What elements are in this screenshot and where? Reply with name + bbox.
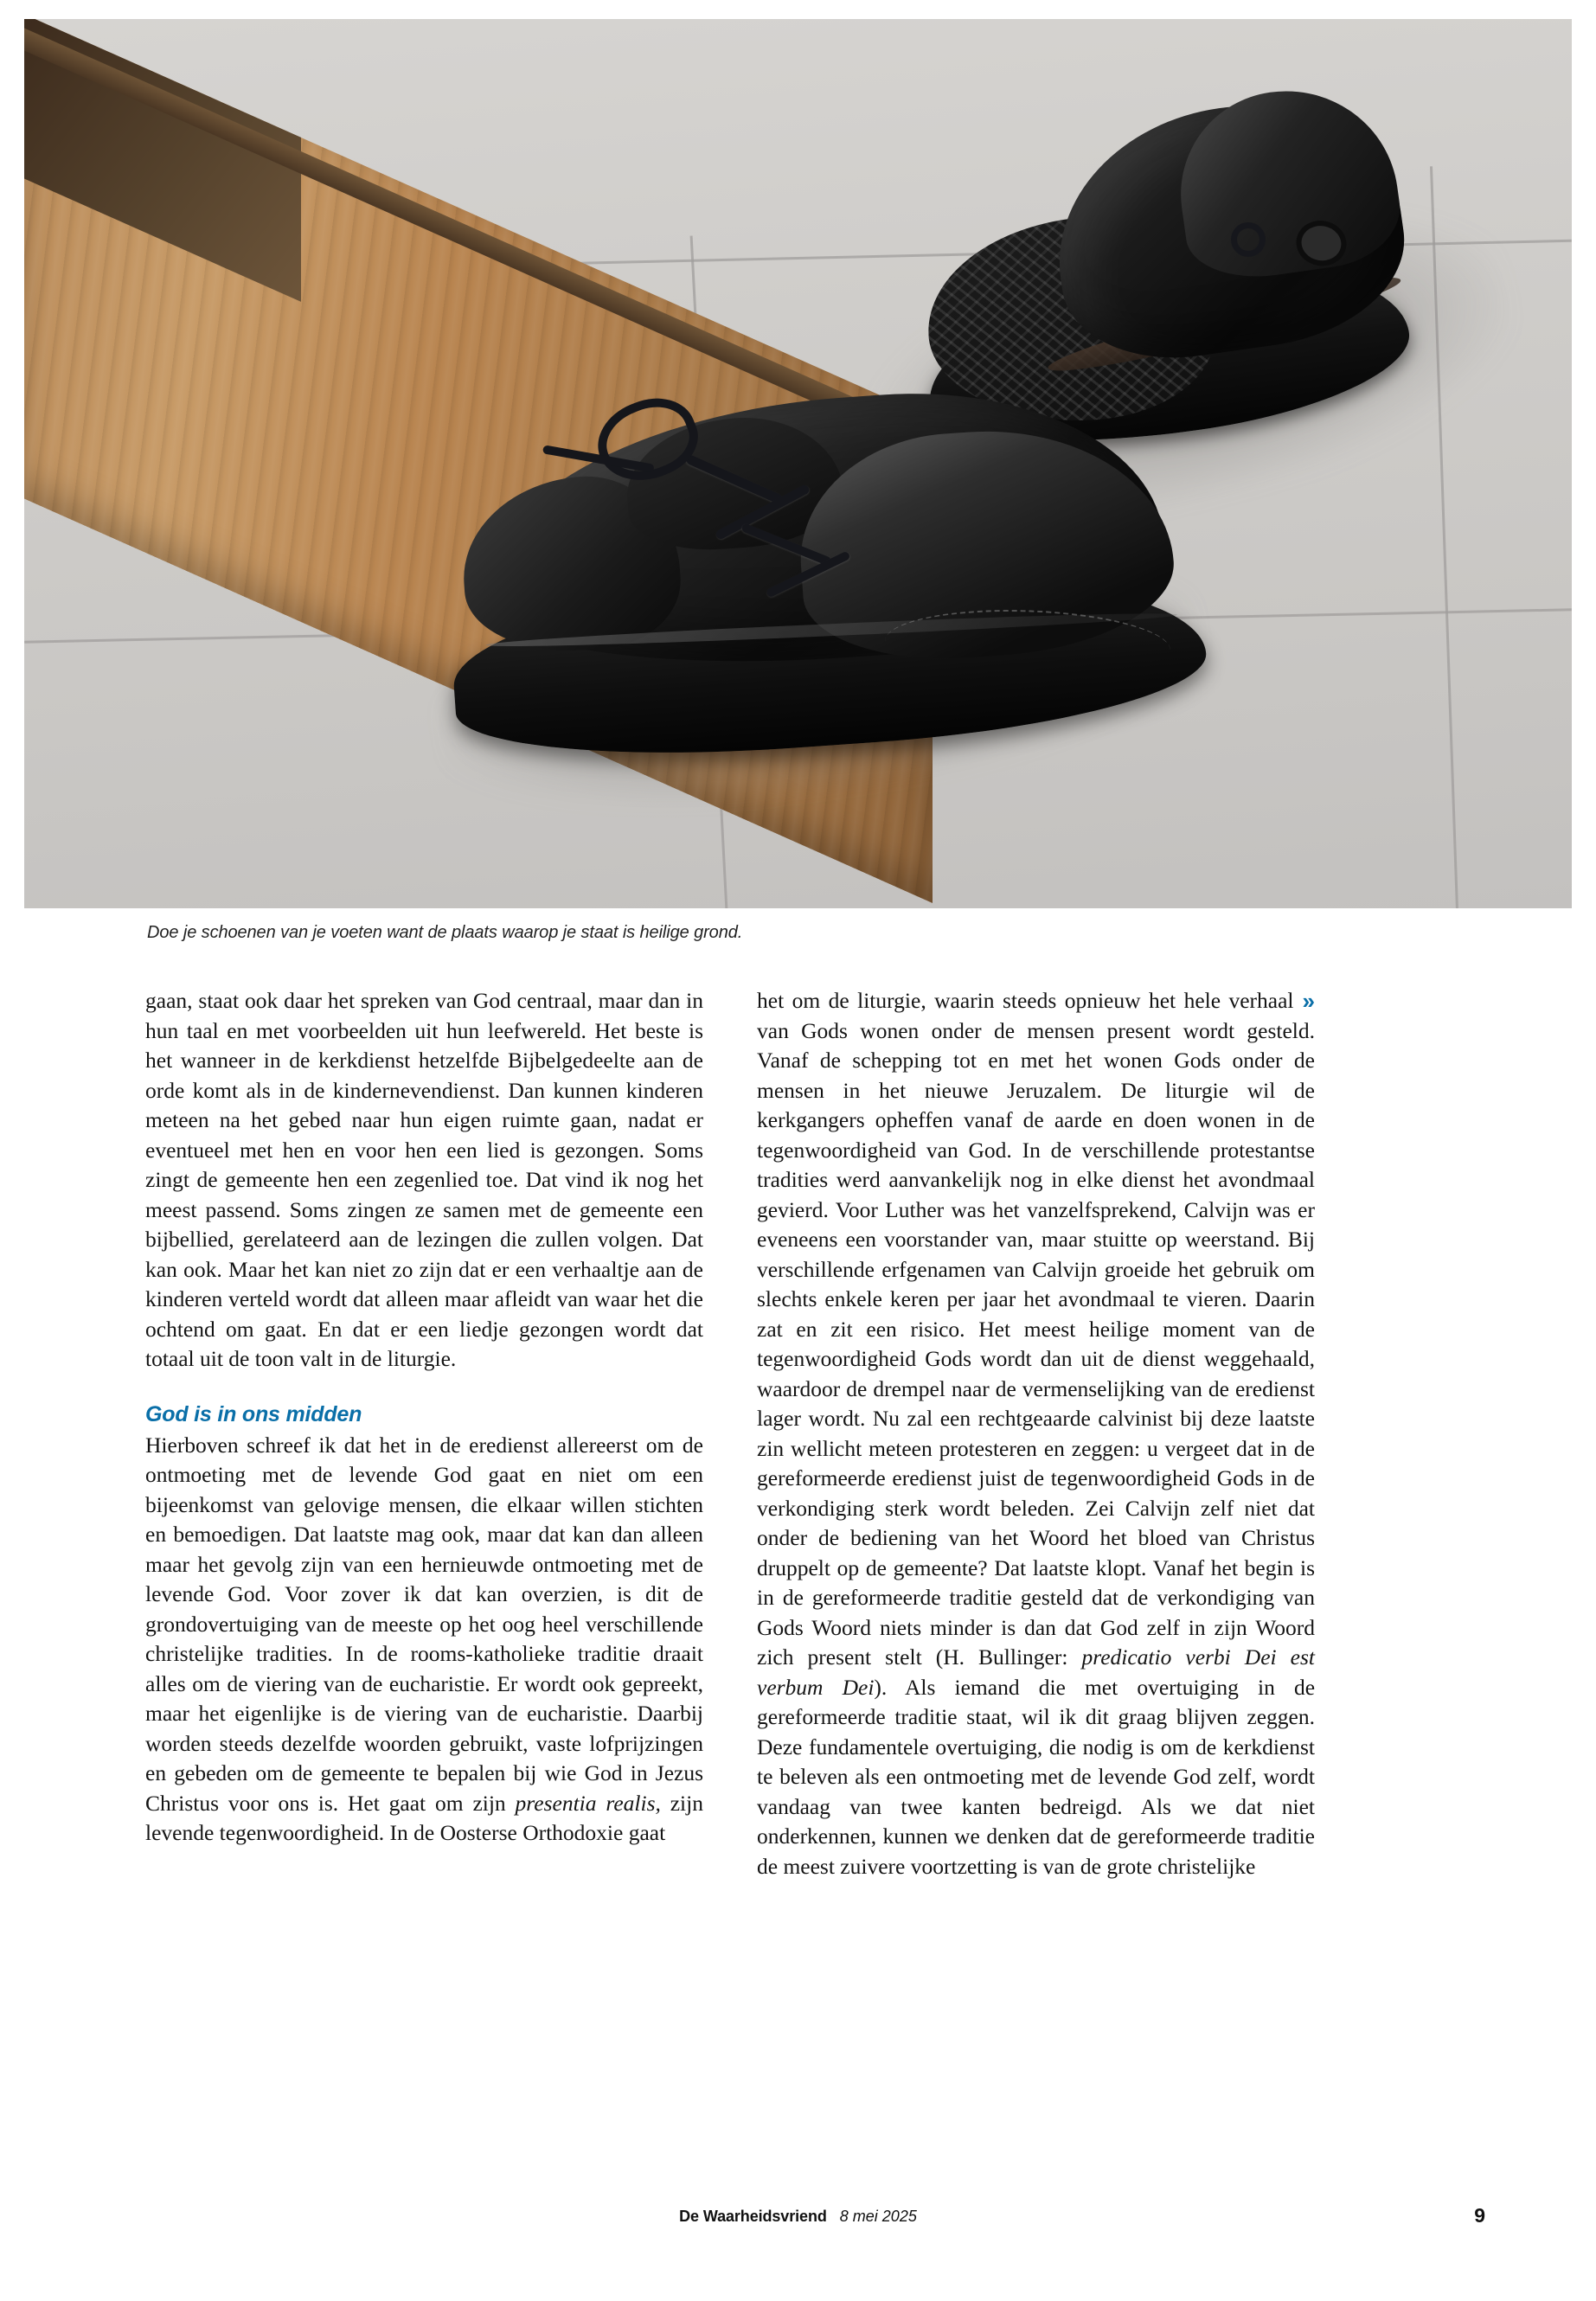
issue-date: 8 mei 2025 — [839, 2208, 917, 2225]
shoe-front — [416, 338, 1224, 842]
paragraph-text: ). Als iemand die met overtuiging in de gereformeerde traditie staat, wil ik dit graag blijven zeggen. Deze fundamentele overtuiging, die nodig is om de kerkdienst te beleven als een ontmoeting met de levende God zelf, wordt vandaag van twee kanten bedreigd. Als we dat niet onderkennen, kunnen we denken dat de gereformeerde traditie de meest zuivere voortzetting is van de grote christelijke — [757, 1674, 1316, 1879]
continuation-arrow-icon: » — [1302, 988, 1315, 1014]
photo-floor-background — [24, 19, 1572, 908]
paragraph-text: Hierboven schreef ik dat het in de eredienst allereerst om de ontmoeting met de levende God gaat en niet om een bijeenkomst van gelovige mensen, die elkaar willen stichten en bemoedigen. Dat laatste mag ook, maar dat kan dan alleen maar het gevolg zijn van een hernieuwde ontmoeting met de levende God. Voor zover ik dat kan overzien, is dit de grondovertuiging van de meeste op het oog heel verschillende christelijke tradities. In de rooms-katholieke traditie draait alles om de viering van de eucharistie. Er wordt ook gepreekt, maar het eigenlijke is de viering van de eucharistie. Daarbij worden steeds dezelfde woorden gebruikt, vaste lofprijzingen en gebeden om de gemeente te bepalen bij wie God in Jezus Christus voor ons is. Het gaat om zijn — [145, 1432, 703, 1816]
footer-spacer — [831, 2208, 836, 2225]
paragraph — [757, 986, 1315, 1881]
photo-caption: Doe je schoenen van je voeten want de plaats waarop je staat is heilige grond. — [147, 923, 743, 942]
paragraph-text: zijn levende tegenwoordigheid. In de Oosterse Orthodoxie gaat — [145, 1790, 703, 1845]
page-footer — [0, 2208, 1596, 2226]
column-left — [145, 986, 703, 1881]
section-subheading: God is in ons midden — [145, 1401, 362, 1426]
paragraph — [145, 1431, 703, 1849]
shoe-lace-aglet — [1231, 222, 1266, 257]
latin-phrase: presentia realis, — [515, 1790, 661, 1816]
paragraph: gaan, staat ook daar het spreken van God centraal, maar dan in hun taal en met voorbeelden uit hun leefwereld. Het beste is het wanneer in de kerkdienst hetzelfde Bijbelgedeelte aan de orde komt als in de kindernevendienst. Dan kunnen kinderen meteen na het gebed naar hun eigen ruimte gaan, nadat er eventueel met hen en voor hen een lied is gezongen. Soms zingt de gemeente hen een zegenlied toe. Dat vind ik nog het meest passend. Soms zingen ze samen met de gemeente een bijbellied, gerelateerd aan de lezingen die zullen volgen. Dat kan ook. Maar het kan niet zo zijn dat er een verhaaltje aan de kinderen verteld wordt dat alleen maar afleidt van waar het die ochtend om gaat. En dat er een liedje gezongen wordt dat totaal uit de toon valt in de liturgie. — [145, 988, 703, 1371]
article-photo — [24, 19, 1572, 908]
column-right — [757, 986, 1315, 1881]
magazine-title: De Waarheidsvriend — [679, 2208, 827, 2225]
latin-phrase: predicatio verbi Dei est verbum Dei — [757, 1644, 1315, 1700]
page-number: 9 — [1474, 2204, 1485, 2227]
article-body — [145, 986, 1456, 1881]
paragraph-text: het om de liturgie, waarin steeds opnieuw het hele verhaal van Gods wonen onder de mensen present wordt gesteld. Vanaf de schepping tot en met het wonen Gods onder de mensen in het nieuwe Jeruzalem. De liturgie wil de kerkgangers opheffen vanaf de aarde en doen wonen in de tegenwoordigheid van God. In de verschillende protestantse tradities werd aanvankelijk nog in elke dienst het avondmaal gevierd. Voor Luther was het vanzelfsprekend, Calvijn was er eveneens een voorstander van, maar stuitte op weerstand. Bij verschillende erfgenamen van Calvijn groeide het gebruik om slechts enkele keren per jaar het avondmaal te vieren. Daarin zat en zit een risico. Het meest heilige moment van de tegenwoordigheid Gods wordt dan uit de dienst weggehaald, waardoor de drempel naar de vermenselijking van de eredienst lager wordt. Nu zal een rechtgeaarde calvinist bij deze laatste zin wellicht meteen protesteren en zeggen: u vergeet dat in de gereformeerde eredienst juist de tegenwoordigheid Gods in de verkondiging sterk wordt beleden. Zei Calvijn zelf niet dat onder de bediening van het Woord het bloed van Christus druppelt op de gemeente? Dat laatste klopt. Vanaf het begin is in de gereformeerde traditie gesteld dat de verkondiging van Gods Woord niets minder is dan dat God zelf in zijn Woord zich present stelt (H. Bullinger: — [757, 988, 1315, 1670]
